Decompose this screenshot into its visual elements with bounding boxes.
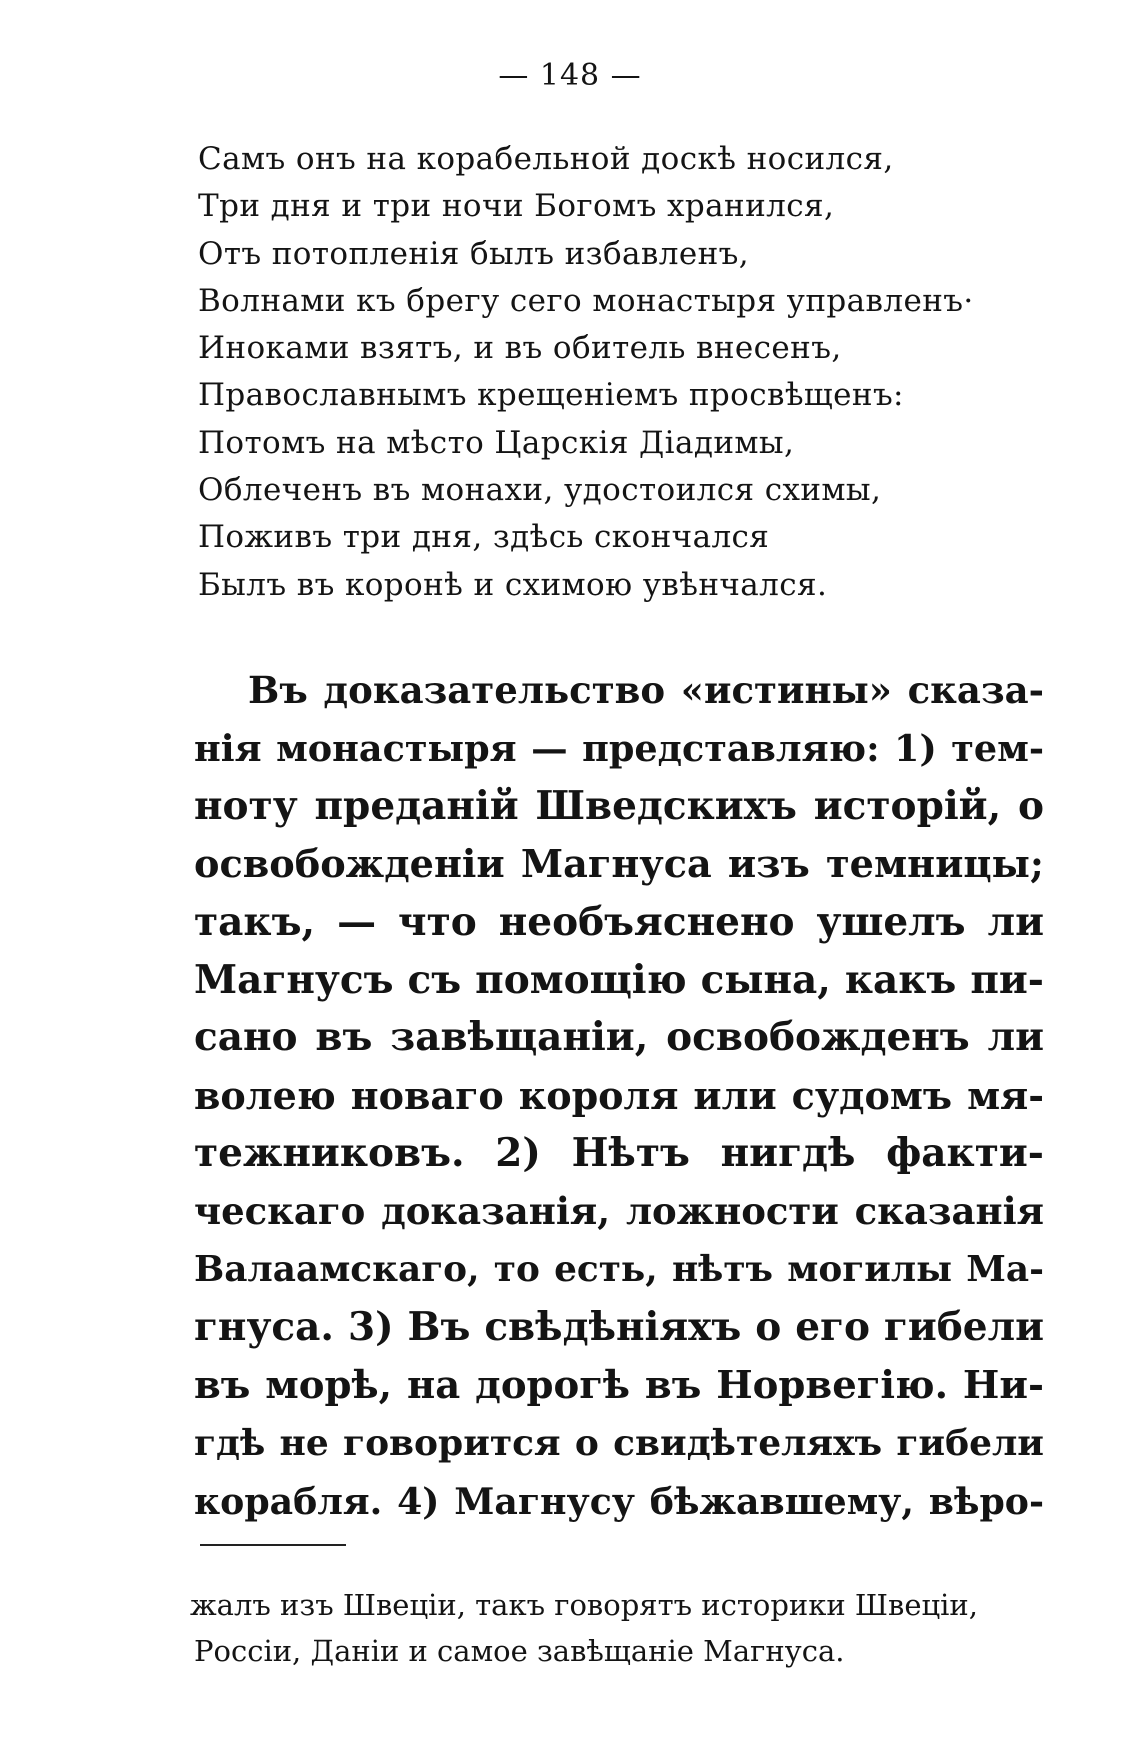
footnote-line: жалъ изъ Швеціи, такъ говорятъ историки Швеціи, <box>190 1588 978 1622</box>
verse-block <box>198 136 1068 609</box>
body-paragraph <box>194 662 1044 1531</box>
body-line: тежниковъ. 2) Нѣтъ нигдѣ факти- <box>194 1130 1044 1177</box>
body-line: сано въ завѣщаніи, освобожденъ ли <box>194 1014 1044 1061</box>
body-line: нія монастыря — представляю: 1) тем- <box>194 726 1044 770</box>
body-line: ноту преданій Шведскихъ исторій, о <box>194 782 1044 829</box>
body-line: Магнусъ съ помощію сына, какъ пи- <box>194 956 1044 1003</box>
verse-line: Потомъ на мѣсто Царскія Діадимы, <box>198 424 795 461</box>
verse-line: Поживъ три дня, здѣсь скончался <box>198 519 770 556</box>
verse-line: Волнами къ брегу сего монастыря управленъ· <box>198 282 974 319</box>
verse-line: Самъ онъ на корабельной доскѣ носился, <box>198 141 894 177</box>
verse-line: Облеченъ въ монахи, удостоился схимы, <box>198 472 882 509</box>
verse-line: Три дня и три ночи Богомъ хранился, <box>198 188 835 225</box>
verse-line: Иноками взятъ, и въ обитель внесенъ, <box>198 330 842 367</box>
verse-line: Былъ въ коронѣ и схимою увѣнчался. <box>198 566 828 603</box>
footnote <box>190 1582 1050 1674</box>
body-line: волею новаго короля или судомъ мя- <box>194 1073 1044 1119</box>
body-line: гдѣ не говорится о свидѣтеляхъ гибели <box>194 1421 1044 1464</box>
body-line: Валаамскаго, то есть, нѣтъ могилы Ма- <box>194 1248 1044 1291</box>
footnote-divider <box>200 1544 346 1546</box>
page-number: — 148 — <box>498 58 642 93</box>
footnote-line: Россіи, Даніи и самое завѣщаніе Магнуса. <box>194 1634 845 1668</box>
body-line: ческаго доказанія, ложности сказанія <box>194 1189 1044 1234</box>
verse-line: Отъ потопленія былъ избавленъ, <box>198 235 750 272</box>
body-line: такъ, — что необъяснено ушелъ ли <box>194 898 1044 945</box>
body-line: Въ доказательство «истины» сказа- <box>248 668 1044 712</box>
body-line: освобожденіи Магнуса изъ темницы; <box>194 841 1044 887</box>
body-line: въ морѣ, на дорогѣ въ Норвегію. Ни- <box>194 1362 1044 1408</box>
body-line: корабля. 4) Магнусу бѣжавшему, вѣро- <box>194 1479 1044 1523</box>
verse-line: Православнымъ крещеніемъ просвѣщенъ: <box>198 377 904 414</box>
body-line: гнуса. 3) Въ свѣдѣніяхъ о его гибели <box>194 1303 1044 1350</box>
